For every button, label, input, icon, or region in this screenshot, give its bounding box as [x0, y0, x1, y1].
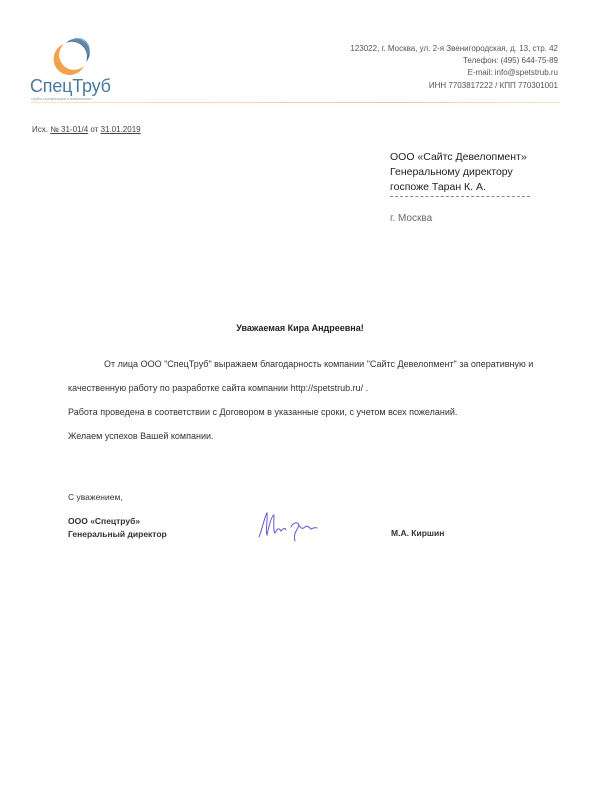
outgoing-prefix: Исх. — [32, 125, 48, 134]
company-address: 123022, г. Москва, ул. 2-я Звенигородская, д. 13, стр. 42 — [350, 44, 558, 53]
sender-company: ООО «Спецтруб» — [68, 516, 141, 526]
outgoing-reference — [32, 125, 141, 134]
company-inn-kpp: ИНН 7703817222 / КПП 770301001 — [428, 80, 558, 90]
company-tagline: трубы специального назначения — [31, 96, 92, 101]
paragraph-gratitude: От лица ООО "СпецТруб" выражаем благодарность компании "Сайтс Девелопмент" за оперативную и качественную работу по разработке сайта компании http://spetstrub.ru/ . — [68, 359, 534, 393]
sender-block — [68, 515, 167, 541]
addressee-divider — [390, 196, 530, 197]
addressee-company: ООО «Сайтс Девелопмент» — [390, 151, 527, 163]
company-email: E-mail: info@spetstrub.ru — [467, 68, 558, 78]
handwritten-signature-icon — [255, 507, 325, 543]
outgoing-date: 31.01.2019 — [100, 125, 141, 134]
addressee-position: Генеральному директору — [390, 166, 513, 178]
sender-position: Генеральный директор — [68, 529, 167, 539]
outgoing-from: от — [90, 125, 99, 134]
header-divider — [30, 102, 560, 103]
addressee-city: г. Москва — [390, 213, 433, 224]
company-contacts — [350, 43, 558, 92]
letter-body — [68, 352, 538, 448]
closing-phrase: С уважением, — [68, 492, 123, 502]
outgoing-number: № 31-01/4 — [50, 125, 89, 134]
company-logo-icon — [50, 38, 90, 78]
paragraph-work: Работа проведена в соответствии с Договором в указанные сроки, с учетом всех пожеланий. — [68, 407, 458, 417]
signer-name: М.А. Киршин — [391, 528, 445, 538]
addressee-name: госпоже Таран К. А. — [390, 181, 486, 193]
salutation: Уважаемая Кира Андреевна! — [236, 323, 364, 333]
company-logo-text: СпецТруб — [30, 76, 111, 96]
addressee-block — [390, 150, 527, 195]
paragraph-wishes: Желаем успехов Вашей компании. — [68, 431, 214, 441]
company-phone: Телефон: (495) 644-75-89 — [462, 56, 558, 66]
